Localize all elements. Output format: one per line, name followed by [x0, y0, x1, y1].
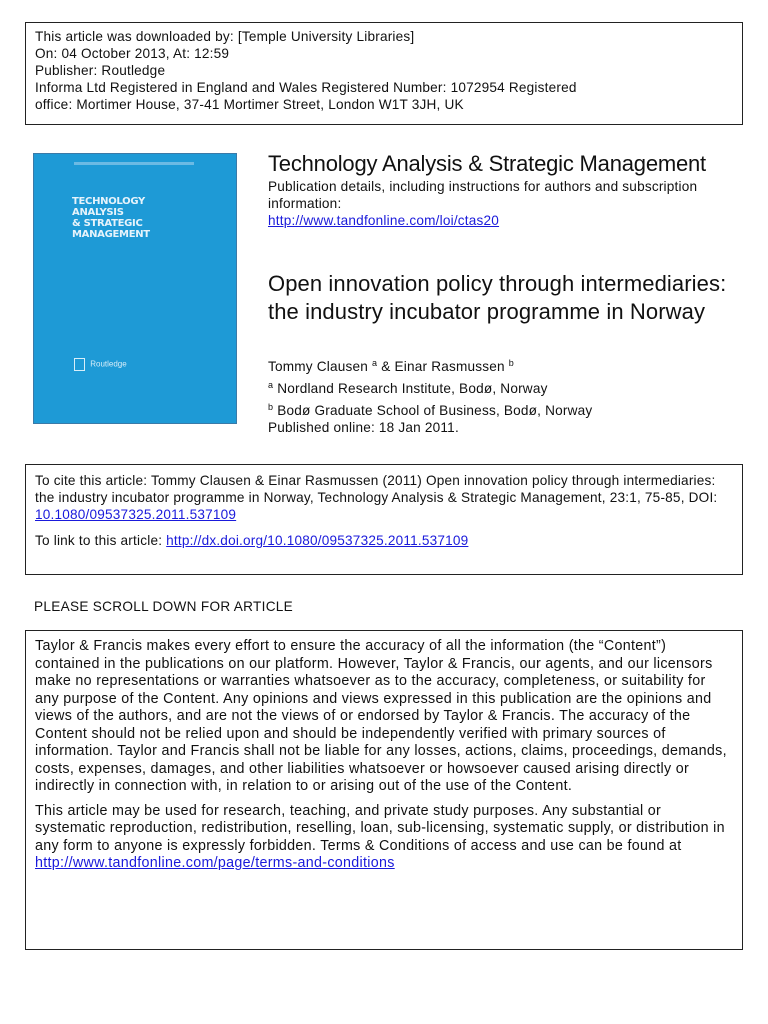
- author-block: [268, 358, 738, 436]
- cover-title-line: ANALYSIS: [72, 207, 124, 218]
- journal-cover-image: [33, 153, 237, 424]
- article-link-line: [35, 532, 733, 549]
- article-title: Open innovation policy through intermediaries: the industry incubator programme in Norway: [268, 271, 727, 324]
- publisher-logo-text: Routledge: [90, 359, 127, 369]
- scroll-down-notice: PLEASE SCROLL DOWN FOR ARTICLE: [34, 599, 294, 614]
- registration-line: Informa Ltd Registered in England and Wales Registered Number: 1072954 Registered: [35, 80, 577, 95]
- terms-box: [25, 630, 743, 950]
- citation-text: To cite this article: Tommy Clausen & Einar Rasmussen (2011) Open innovation policy through intermediaries: the industry incubator programme in Norway, Technology Analysis & Strategic Management, 23:1, 75-85, DOI:: [35, 473, 718, 505]
- affiliation-text: Bodø Graduate School of Business, Bodø, Norway: [277, 403, 593, 418]
- cover-title-line: MANAGEMENT: [72, 229, 150, 240]
- usage-text: This article may be used for research, teaching, and private study purposes. Any substantial or systematic reproduction, redistribution, reselling, loan, sub-licensing, systematic supply, or distribution in any form to anyone is expressly forbidden. Terms & Conditions of access and use can be found at: [35, 802, 725, 854]
- affiliation-marker: b: [268, 402, 274, 412]
- download-notice-box: [25, 22, 743, 125]
- terms-conditions-link[interactable]: http://www.tandfonline.com/page/terms-and-conditions: [35, 855, 395, 871]
- cover-title-line: TECHNOLOGY: [72, 196, 145, 207]
- citation-text-block: [35, 472, 733, 523]
- doi-link[interactable]: 10.1080/09537325.2011.537109: [35, 507, 237, 522]
- routledge-logo-icon: [74, 358, 85, 371]
- publication-details: Publication details, including instructions for authors and subscription information:: [268, 179, 698, 211]
- cover-title: [72, 196, 192, 240]
- office-line: office: Mortimer House, 37-41 Mortimer Street, London W1T 3JH, UK: [35, 97, 464, 112]
- download-line: This article was downloaded by: [Temple University Libraries]: [35, 29, 415, 44]
- affiliation-text: Nordland Research Institute, Bodø, Norway: [277, 381, 548, 396]
- cover-title-line: & STRATEGIC: [72, 218, 143, 229]
- affiliation-marker: a: [372, 358, 378, 368]
- affiliation-b: [268, 402, 738, 419]
- link-label: To link to this article:: [35, 533, 167, 548]
- article-doi-url-link[interactable]: http://dx.doi.org/10.1080/09537325.2011.537109: [166, 533, 469, 548]
- download-date-line: On: 04 October 2013, At: 12:59: [35, 46, 230, 61]
- affiliation-a: [268, 380, 738, 397]
- journal-url-link[interactable]: http://www.tandfonline.com/loi/ctas20: [268, 213, 500, 228]
- author-name: Tommy Clausen: [268, 359, 369, 374]
- cover-volume-strip: [74, 162, 194, 165]
- disclaimer-paragraph: Taylor & Francis makes every effort to ensure the accuracy of all the information (the “Content”) contained in the publications on our platform. However, Taylor & Francis, our agents, and our licensors make no representations or warranties whatsoever as to the accuracy, completeness, or suitability for any purpose of the Content. Any opinions and views expressed in this publication are the opinions and views of the authors, and are not the views of or endorsed by Taylor & Francis. The accuracy of the Content should not be relied upon and should be independently verified with primary sources of information. Taylor and Francis shall not be liable for any losses, actions, claims, proceedings, demands, costs, expenses, damages, and other liabilities whatsoever or howsoever caused arising directly or indirectly in connection with, in relation to or arising out of the use of the Content.: [35, 638, 727, 794]
- affiliation-marker: b: [508, 358, 514, 368]
- affiliation-marker: a: [268, 380, 274, 390]
- author-name: Einar Rasmussen: [394, 359, 505, 374]
- publisher-logo: [74, 358, 127, 371]
- publisher-line: Publisher: Routledge: [35, 63, 166, 78]
- author-line: [268, 358, 738, 375]
- usage-paragraph: [35, 803, 733, 873]
- journal-title: Technology Analysis & Strategic Management: [268, 151, 706, 176]
- journal-info: [268, 150, 738, 229]
- published-date: Published online: 18 Jan 2011.: [268, 420, 459, 435]
- citation-box: [25, 464, 743, 575]
- author-separator: &: [377, 359, 395, 374]
